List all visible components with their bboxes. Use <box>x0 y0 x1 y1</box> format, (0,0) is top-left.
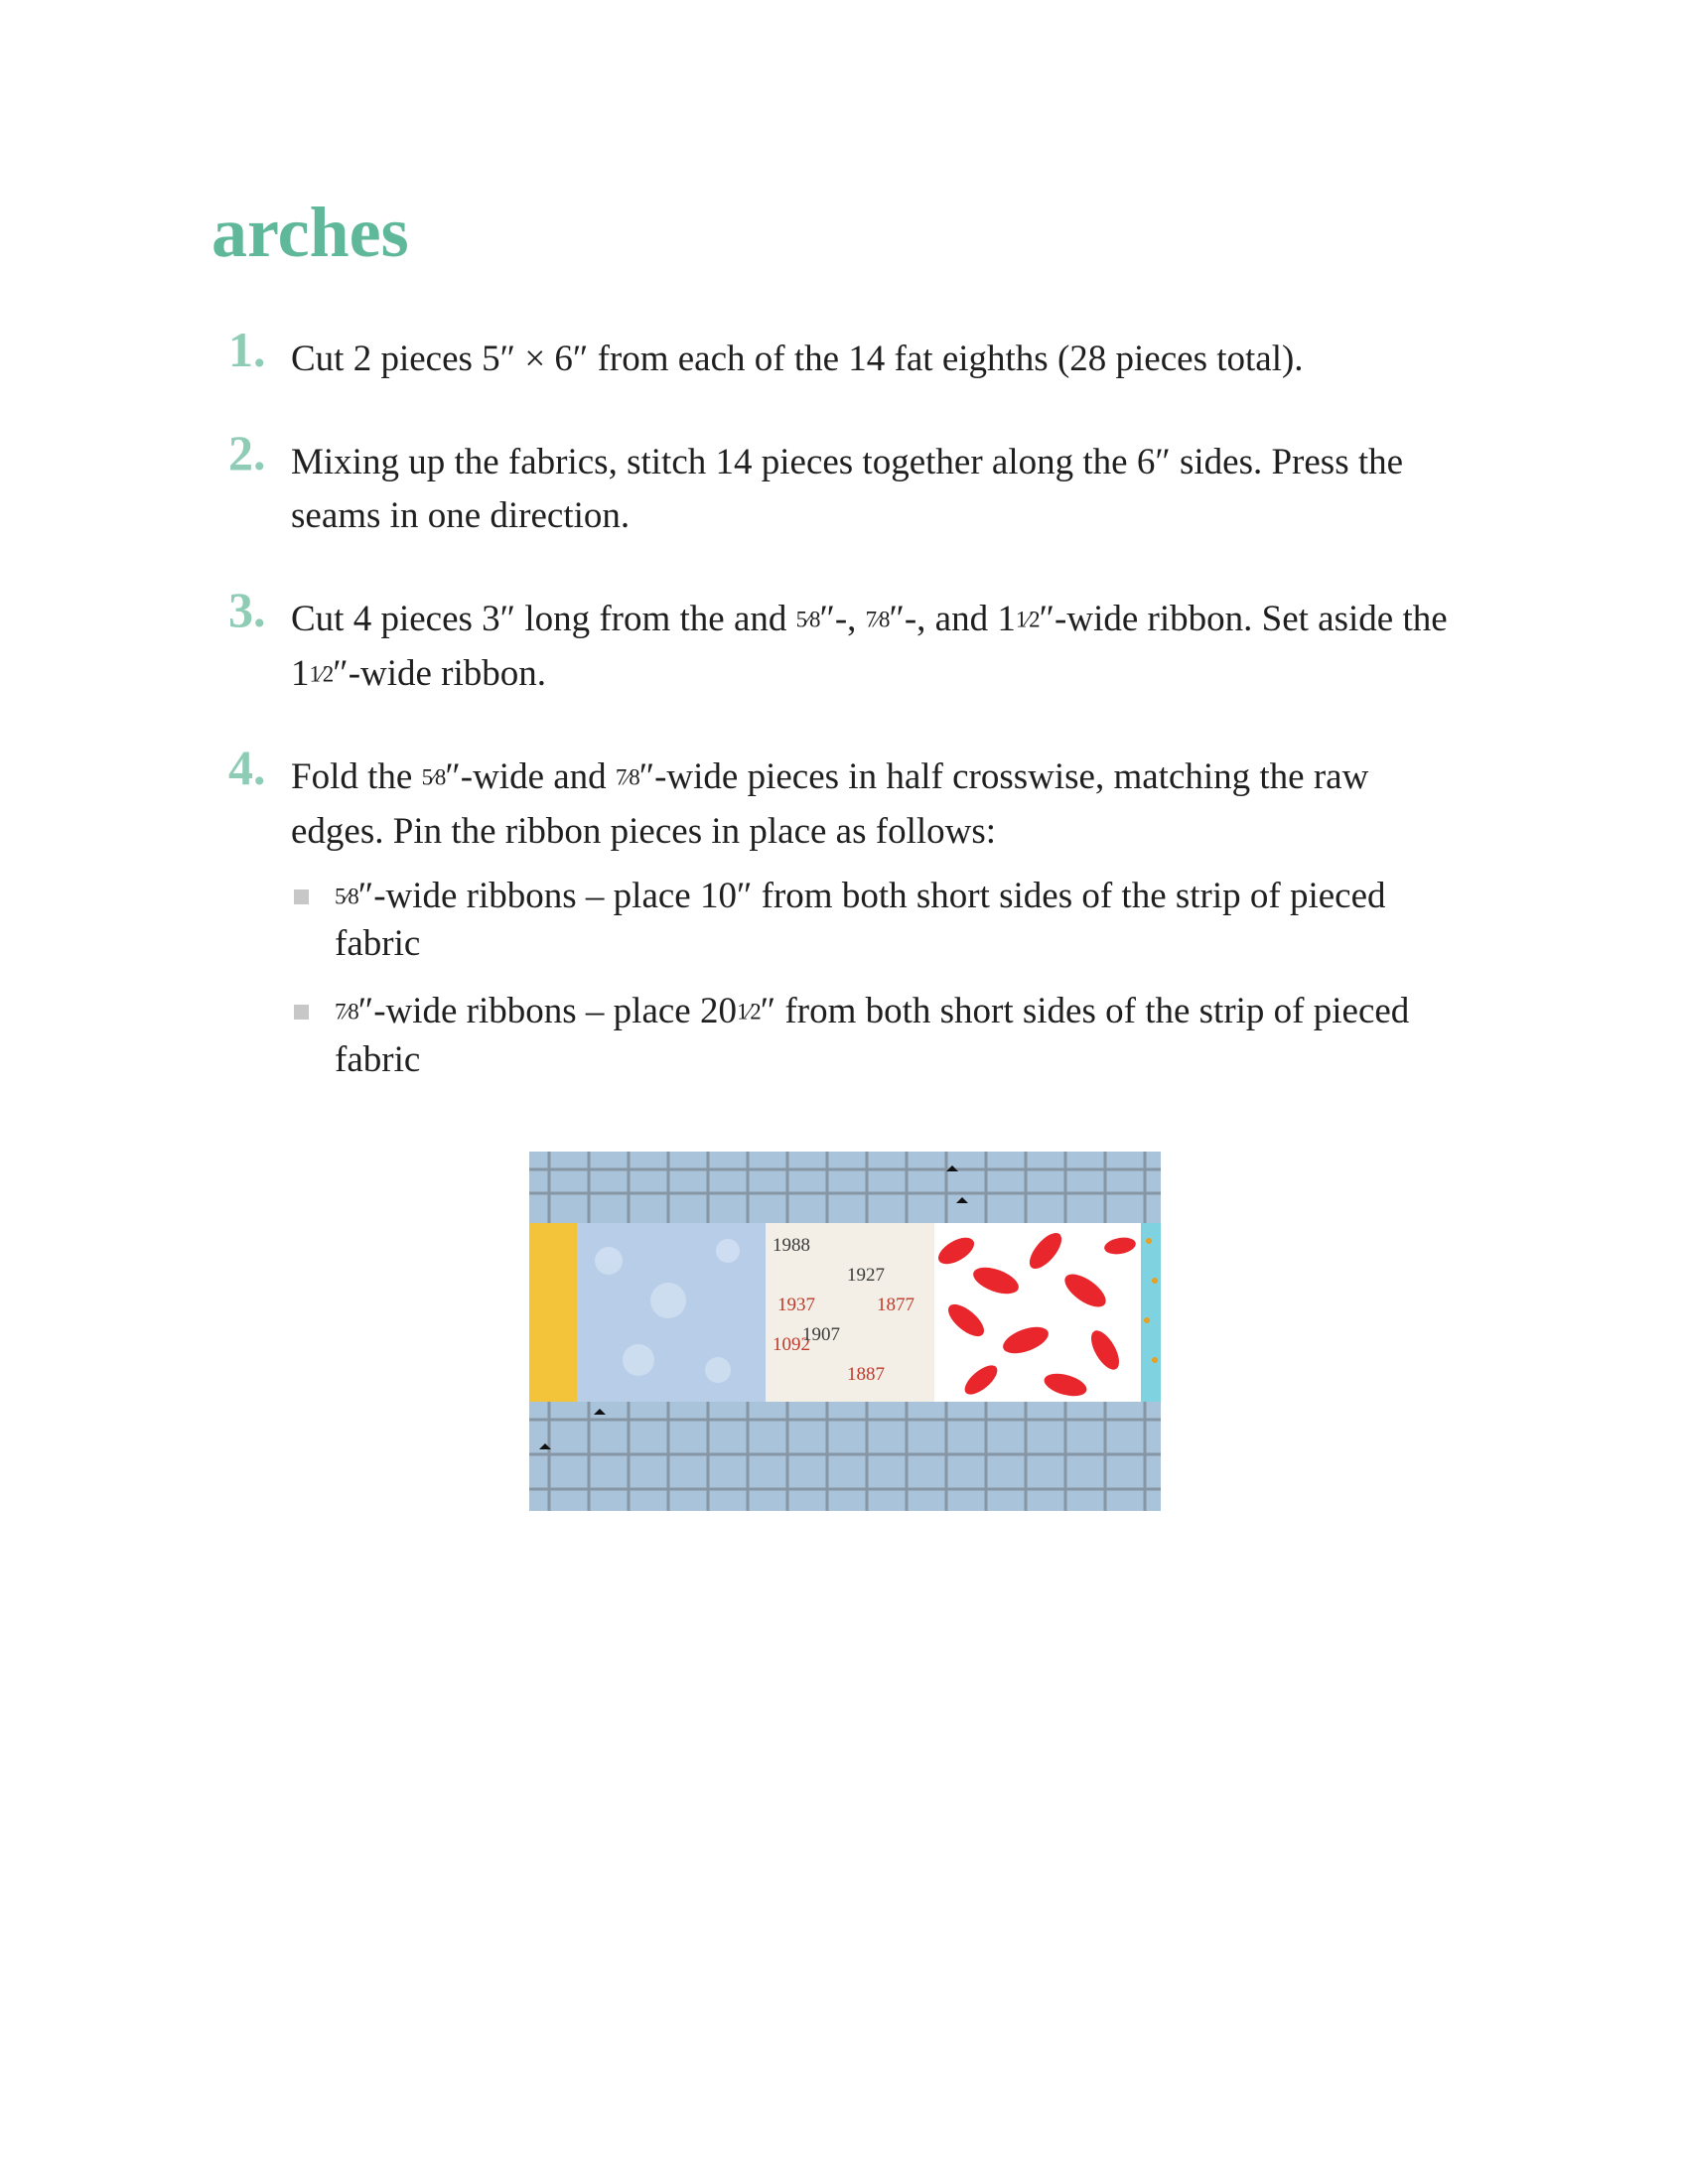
step-text <box>291 593 1460 701</box>
square-bullet-icon <box>294 889 309 904</box>
text-run: ″-wide pieces in half crosswise, matching the raw edges. Pin the ribbon pieces in place as follows: <box>291 756 1369 852</box>
bullet-item <box>291 873 1460 969</box>
text-run: ″-wide and <box>445 756 616 798</box>
fraction: 5⁄8 <box>795 607 820 632</box>
dotted-fabric <box>1141 1223 1161 1402</box>
step-4 <box>228 740 1460 1084</box>
photo-illustration <box>529 1152 1161 1511</box>
step-text: Cut 2 pieces 5″ × 6″ from each of the 14 fat eighths (28 pieces total). <box>291 339 1304 379</box>
text-run: Fold the <box>291 756 422 798</box>
text-run: Cut 4 pieces 3″ long from the and <box>291 599 796 639</box>
fraction: 1⁄2 <box>309 661 334 687</box>
fraction: 5⁄8 <box>421 764 446 790</box>
text-run: ″-wide ribbons – place 10″ from both short sides of the strip of pieced fabric <box>335 875 1386 965</box>
step-1 <box>228 322 1460 386</box>
yellow-fabric <box>529 1223 577 1402</box>
bullet-list <box>291 873 1460 1084</box>
step-number: 4. <box>228 740 266 796</box>
step-number: 2. <box>228 425 266 480</box>
step-number: 1. <box>228 322 266 377</box>
text-run: ″ from both short sides of the strip of pieced fabric <box>335 991 1410 1080</box>
print-number: 1092 <box>773 1334 810 1355</box>
fraction: 5⁄8 <box>335 884 358 909</box>
text-run: ″-, and 1 <box>889 599 1016 639</box>
text-run: ″-, <box>819 599 866 639</box>
text-run: ″-wide ribbons – place 20 <box>357 991 737 1032</box>
step-number: 3. <box>228 582 266 637</box>
fraction: 1⁄2 <box>1015 607 1040 632</box>
step-text: Mixing up the fabrics, stitch 14 pieces together along the 6″ sides. Press the seams in one direction. <box>291 442 1404 536</box>
step-3 <box>228 582 1460 701</box>
print-number: 1877 <box>877 1295 914 1315</box>
text-run: ″-wide ribbon. <box>333 652 547 694</box>
instruction-steps <box>228 322 1460 1134</box>
print-number: 1907 <box>802 1324 840 1345</box>
print-number: 1988 <box>773 1235 810 1256</box>
fraction: 7⁄8 <box>335 999 358 1024</box>
fraction: 7⁄8 <box>865 607 890 632</box>
step-text <box>291 751 1460 859</box>
step-2 <box>228 425 1460 543</box>
square-bullet-icon <box>294 1005 309 1020</box>
print-number: 1927 <box>847 1265 885 1286</box>
pieced-fabric-photo <box>529 1152 1161 1511</box>
fraction: 1⁄2 <box>736 999 761 1024</box>
fraction: 7⁄8 <box>615 764 639 790</box>
print-number: 1887 <box>847 1364 885 1385</box>
print-number: 1937 <box>777 1295 815 1315</box>
bullet-item <box>291 988 1460 1084</box>
page-title: arches <box>211 193 409 272</box>
text-run: ″-wide ribbon. Set aside the 1 <box>291 599 1448 694</box>
